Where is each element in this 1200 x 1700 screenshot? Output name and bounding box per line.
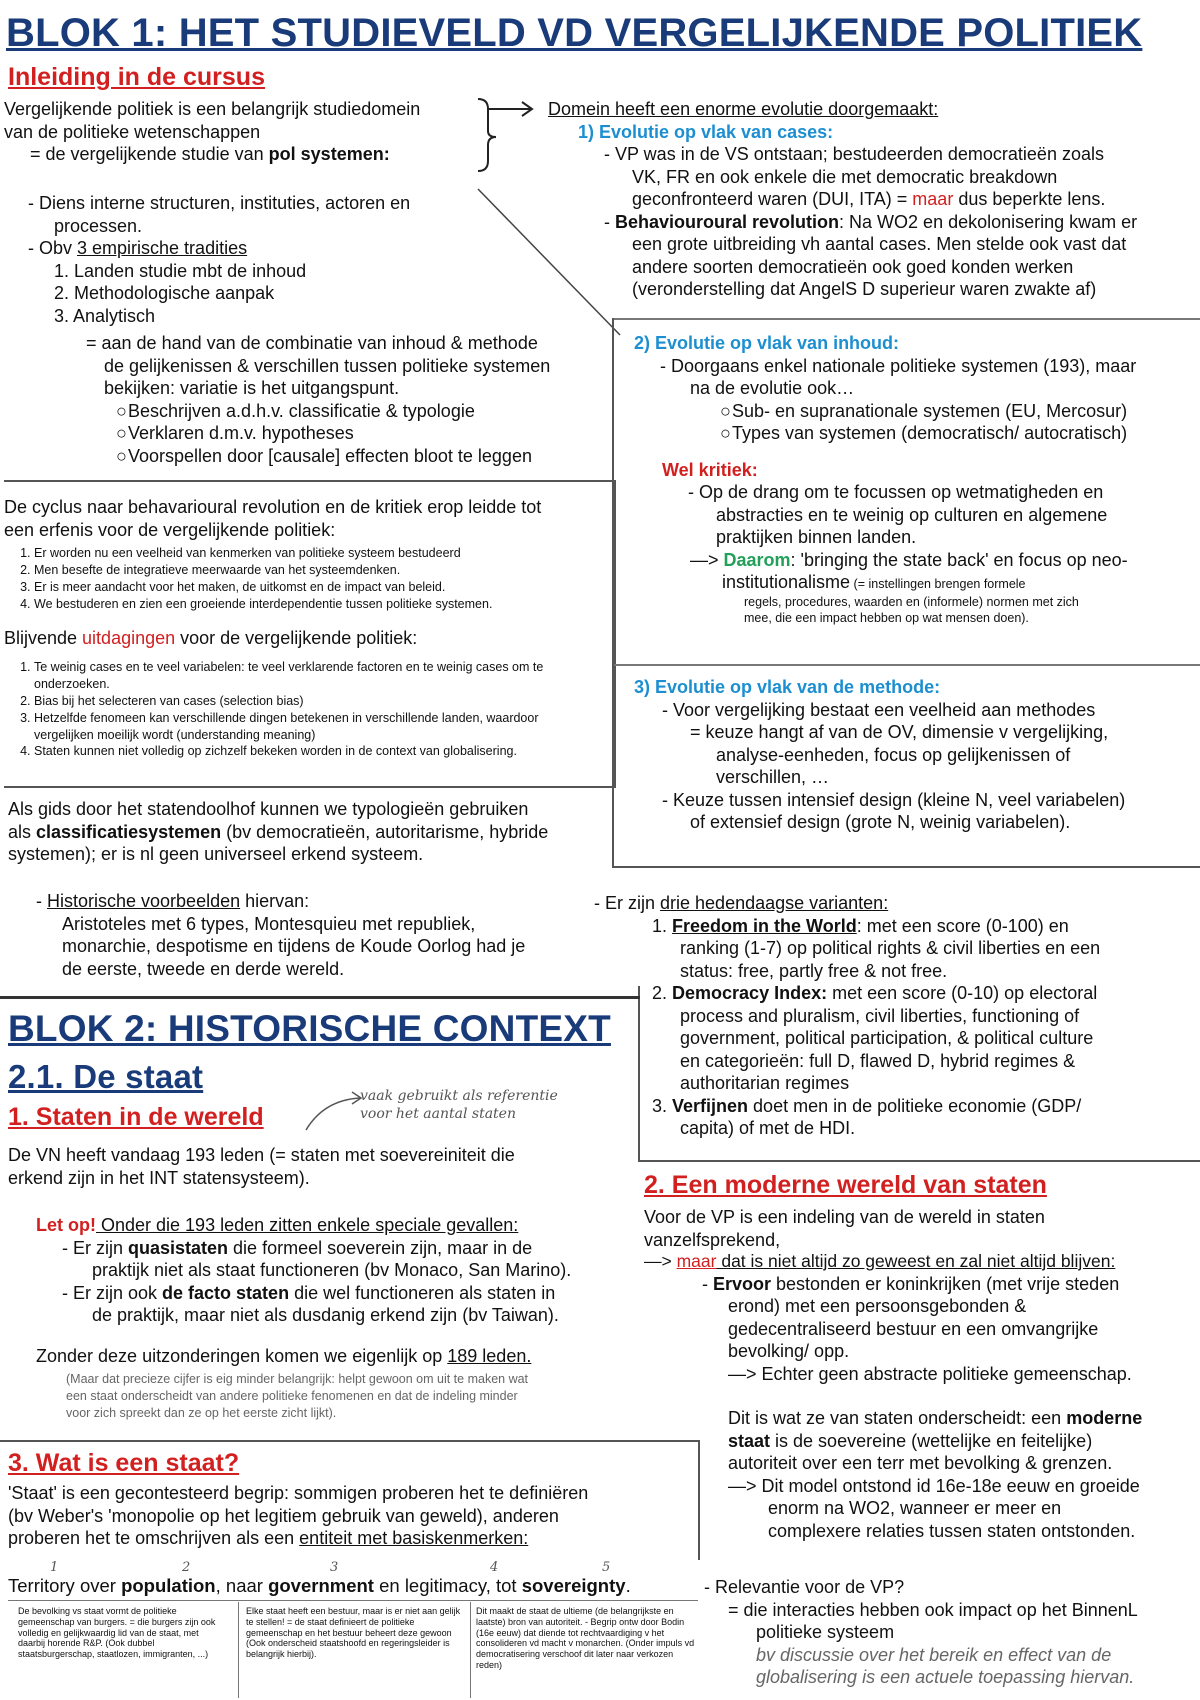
text-line: mee, die een impact hebben op wat mensen doen). bbox=[744, 611, 1029, 626]
text-line: —> Echter geen abstracte politieke gemeenschap. bbox=[728, 1363, 1132, 1384]
list-item: 3. Er is meer aandacht voor het maken, de uitkomst en de impact van beleid. bbox=[34, 579, 614, 596]
text-line: andere soorten democratieën ook goed konden werken bbox=[632, 256, 1074, 277]
note-line: vaak gebruikt als referentie bbox=[360, 1088, 558, 1104]
text-line: Voor de VP is een indeling van de wereld in staten bbox=[644, 1207, 1045, 1227]
text-line: 'Staat' is een gecontesteerd begrip: sommigen proberen het te definiëren bbox=[8, 1483, 589, 1503]
text-line: Dit is wat ze van staten onderscheidt: een moderne bbox=[728, 1408, 1143, 1429]
text-line: de praktijk, maar niet als dusdanig erkend zijn (bv Taiwan). bbox=[92, 1305, 559, 1325]
text-line: de eerste, tweede en derde wereld. bbox=[62, 958, 345, 979]
text-line: - Historische voorbeelden hiervan: bbox=[36, 891, 310, 911]
table-cell: Elke staat heeft een bestuur, maar is er niet aan gelijk te stellen! = de staat definieert de politieke gemeenschap en het bestuur beheert deze gewoon (Ook onderscheid staatshoofd en regeringsleider is belangrijk hierbij). bbox=[246, 1606, 461, 1660]
text-line: Als gids door het statendoolhof kunnen we typologieën gebruiken bbox=[8, 799, 529, 819]
text-line: of extensief design (grote N, weinig variabelen). bbox=[690, 812, 1071, 832]
text-line: Blijvende uitdagingen voor de vergelijkende politiek: bbox=[4, 627, 418, 648]
divider bbox=[0, 1440, 700, 1442]
evo3-block bbox=[634, 676, 1200, 834]
list-item: 4. We bestuderen en zien een groeiende interdependentie tussen politieke systemen. bbox=[34, 596, 614, 613]
diens-block bbox=[28, 192, 478, 327]
text-line: systemen); er is nl geen universeel erkend systeem. bbox=[8, 844, 424, 864]
list-item: ○Verklaren d.m.v. hypotheses bbox=[116, 423, 354, 443]
list-item: 3. Hetzelfde fenomeen kan verschillende dingen betekenen in verschillende landen, waardoor vergelijken moeilijk wordt (understanding meaning) bbox=[34, 710, 574, 744]
text-line: de gelijkenissen & verschillen tussen politieke systemen bbox=[104, 355, 551, 376]
text-line: globalisering is een actuele toepassing hiervan. bbox=[756, 1667, 1135, 1687]
list-item: 2. Democracy Index: met een score (0-10) op electoral bbox=[652, 983, 1098, 1003]
subsection-title: 2.1. De staat bbox=[8, 1058, 204, 1095]
list-item: 1. Freedom in the World: met een score (0-100) en bbox=[652, 915, 1069, 936]
note-line: voor het aantal staten bbox=[360, 1105, 516, 1122]
domein-block bbox=[548, 98, 1198, 301]
list-item: ○Beschrijven a.d.h.v. classificatie & typologie bbox=[116, 400, 475, 421]
text-line: - Er zijn ook de facto staten die wel functioneren als staten in bbox=[62, 1282, 556, 1303]
text-line: - Er zijn drie hedendaagse varianten: bbox=[594, 893, 889, 913]
divider bbox=[612, 664, 1200, 666]
text-line: en categorieën: full D, flawed D, hybrid regimes & bbox=[680, 1050, 1076, 1071]
text-line: - VP was in de VS ontstaan; bestudeerden democratieën zoals bbox=[604, 144, 1104, 164]
text-line: autoriteit over een terr met bevolking & grenzen. bbox=[728, 1453, 1113, 1474]
intro-line: van de politieke wetenschappen bbox=[4, 121, 261, 142]
table-cell: De bevolking vs staat vormt de politieke gemeenschap van burgers. = die burgers zijn ook volledig en gelijkwaardig lid van de staat, met daarbij horende R&P. (Ook dubbel staatsburgerschap, staatlozen, immigranten, ...) bbox=[18, 1606, 216, 1660]
section-heading: 3. Wat is een staat? bbox=[8, 1449, 240, 1477]
text-line: - Doorgaans enkel nationale politieke systemen (193), maar bbox=[660, 355, 1137, 376]
text-line: een erfenis voor de vergelijkende politiek: bbox=[4, 519, 336, 540]
text-line: gedecentraliseerd bestuur en een omvangrijke bbox=[728, 1318, 1099, 1339]
text-line: praktijk niet als staat functioneren (bv Monaco, San Marino). bbox=[92, 1260, 572, 1280]
list-item: 1. Er worden nu een veelheid van kenmerken van politieke systeem bestudeerd bbox=[34, 545, 614, 562]
text-line: analyse-eenheden, focus op gelijkenissen of bbox=[716, 744, 1071, 765]
divider bbox=[638, 1160, 1200, 1162]
text-line: erkend zijn in het INT statensysteem). bbox=[8, 1167, 310, 1188]
text-line: - Behaviouroural revolution: Na WO2 en dekolonisering kwam er bbox=[604, 211, 1138, 232]
note-number: 1 bbox=[50, 1560, 59, 1575]
evo2-block bbox=[634, 332, 1200, 627]
text-line: government, political participation, & political culture bbox=[680, 1028, 1094, 1048]
text-line: = die interacties hebben ook impact op het BinnenL bbox=[728, 1599, 1138, 1620]
text-line: regels, procedures, waarden en (informele) normen met zich bbox=[744, 594, 1079, 609]
text-line: —> maar dat is niet altijd zo geweest en zal niet altijd blijven: bbox=[644, 1251, 1116, 1271]
moderne-block bbox=[644, 1206, 1200, 1542]
section-heading: Wel kritiek: bbox=[662, 459, 758, 480]
divider bbox=[612, 318, 614, 866]
text-line: ranking (1-7) op political rights & civil liberties en een bbox=[680, 938, 1101, 958]
note-number: 5 bbox=[602, 1560, 611, 1575]
intro-block bbox=[4, 98, 474, 166]
list-item: 3. Verfijnen doet men in de politieke economie (GDP/ bbox=[652, 1095, 1082, 1116]
text-line: staat is de soevereine (wettelijke en feitelijke) bbox=[728, 1430, 1093, 1451]
note-line: (Maar dat precieze cijfer is eig minder belangrijk: helpt gewoon om uit te maken wat bbox=[66, 1372, 529, 1386]
table-cell: Dit maakt de staat de ultieme (de belangrijkste en laatste) bron van autoriteit. - Begrip ontw door Bodin (16e eeuw) dat diende tot rechtvaardiging v het consolideren vd macht v monarchen. (Onder impuls vd democratisering verschoof dit later naar verkozen reden) bbox=[476, 1606, 695, 1670]
intro-line: = de vergelijkende studie van pol systemen: bbox=[30, 144, 390, 164]
list-item: ○Voorspellen door [causale] effecten bloot te leggen bbox=[116, 445, 532, 466]
divider bbox=[614, 480, 616, 786]
cyclus-block bbox=[4, 496, 614, 760]
varianten-block bbox=[594, 892, 1200, 1140]
text-line: - Diens interne structuren, instituties, actoren en bbox=[28, 193, 411, 213]
list-item: 3. Analytisch bbox=[54, 305, 156, 326]
relevantie-block bbox=[704, 1576, 1200, 1689]
inleiding-heading: Inleiding in de cursus bbox=[8, 63, 265, 91]
blok1-title: BLOK 1: HET STUDIEVELD VD VERGELIJKENDE POLITIEK bbox=[6, 11, 1143, 55]
text-line: verschillen, … bbox=[716, 767, 830, 787]
divider bbox=[0, 996, 640, 999]
text-line: status: free, partly free & not free. bbox=[680, 960, 948, 981]
text-line: vanzelfsprekend, bbox=[644, 1229, 781, 1250]
text-line: (bv Weber's 'monopolie op het legitiem gebruik van geweld), anderen bbox=[8, 1505, 559, 1526]
staat-block bbox=[8, 1482, 688, 1550]
text-line: bv discussie over het bereik en effect van de bbox=[756, 1644, 1112, 1665]
section-heading: 1) Evolutie op vlak van cases: bbox=[578, 121, 834, 142]
text-line: - Relevantie voor de VP? bbox=[704, 1577, 905, 1597]
text-line: De VN heeft vandaag 193 leden (= staten met soevereiniteit die bbox=[8, 1145, 515, 1165]
text-line: = keuze hangt af van de OV, dimensie v vergelijking, bbox=[690, 722, 1109, 742]
divider bbox=[4, 786, 616, 788]
blok2-title: BLOK 2: HISTORISCHE CONTEXT bbox=[8, 1008, 611, 1049]
divider bbox=[4, 480, 616, 482]
territory-line: Territory over population, naar government en legitimacy, tot sovereignty. bbox=[8, 1575, 631, 1596]
divider bbox=[470, 1602, 471, 1698]
text-line: - Ervoor bestonden er koninkrijken (met vrije steden bbox=[702, 1273, 1120, 1294]
text-line: Aristoteles met 6 types, Montesquieu met republiek, bbox=[62, 913, 476, 934]
text-line: —> Dit model ontstond id 16e-18e eeuw en groeide bbox=[728, 1475, 1140, 1496]
section-heading: 3) Evolutie op vlak van de methode: bbox=[634, 677, 941, 697]
note-line: voor zich spreekt dan ze op het eerste zicht lijkt). bbox=[66, 1405, 337, 1420]
text-line: (veronderstelling dat AngelS D superieur waren zwakte af) bbox=[632, 279, 1097, 299]
list-item: 2. Methodologische aanpak bbox=[54, 283, 275, 303]
text-line: geconfronteerd waren (DUI, ITA) = maar dus beperkte lens. bbox=[632, 189, 1106, 209]
text-line: monarchie, despotisme en tijdens de Koude Oorlog had je bbox=[62, 936, 526, 956]
note-number: 4 bbox=[490, 1560, 499, 1575]
text-line: enorm na WO2, wanneer er meer en bbox=[768, 1498, 1062, 1519]
divider bbox=[638, 986, 640, 1162]
vn-block bbox=[8, 1144, 628, 1189]
handwritten-note bbox=[360, 1088, 558, 1123]
text-line: De cyclus naar behavarioural revolution en de kritiek erop leidde tot bbox=[4, 497, 542, 517]
text-line: praktijken binnen landen. bbox=[716, 527, 917, 547]
note-number: 3 bbox=[330, 1560, 339, 1575]
list-item: 2. Men besefte de integratieve meerwaarde van het systeemdenken. bbox=[34, 562, 614, 579]
text-line: processen. bbox=[54, 215, 143, 236]
divider bbox=[238, 1602, 239, 1698]
text-line: proberen het te omschrijven als een entiteit met basiskenmerken: bbox=[8, 1528, 529, 1548]
text-line: - Keuze tussen intensief design (kleine N, veel variabelen) bbox=[662, 789, 1126, 810]
text-line: = aan de hand van de combinatie van inhoud & methode bbox=[86, 333, 538, 353]
text-line: process and pluralism, civil liberties, functioning of bbox=[680, 1005, 1080, 1026]
note-number: 2 bbox=[182, 1560, 191, 1575]
intro-line: Vergelijkende politiek is een belangrijk studiedomein bbox=[4, 99, 421, 119]
text-line: bekijken: variatie is het uitgangspunt. bbox=[104, 378, 400, 398]
list-item: ○Sub- en supranationale systemen (EU, Mercosur) bbox=[720, 400, 1128, 421]
text-line: - Obv 3 empirische tradities bbox=[28, 238, 248, 258]
text-line: na de evolutie ook… bbox=[690, 378, 855, 398]
divider bbox=[612, 866, 1200, 868]
section-heading: 2) Evolutie op vlak van inhoud: bbox=[634, 333, 900, 353]
bracket-arrow-icon bbox=[470, 95, 545, 175]
text-line: Domein heeft een enorme evolutie doorgemaakt: bbox=[548, 99, 939, 119]
uitdagingen-list bbox=[4, 659, 614, 760]
text-line: bevolking/ opp. bbox=[728, 1341, 850, 1362]
divider bbox=[8, 1600, 698, 1601]
text-line: complexere relaties tussen staten ontstonden. bbox=[768, 1520, 1136, 1541]
note-line: een staat onderscheidt van andere politieke fenomenen en dat de indeling minder bbox=[66, 1388, 518, 1403]
erfenis-list bbox=[4, 545, 614, 613]
text-line: - Voor vergelijking bestaat een veelheid aan methodes bbox=[662, 699, 1096, 720]
text-line: erond) met een persoonsgebonden & bbox=[728, 1296, 1027, 1317]
text-line: —> Daarom: 'bringing the state back' en focus op neo- bbox=[690, 549, 1128, 570]
text-line: abstracties en te weinig op culturen en algemene bbox=[716, 504, 1108, 525]
list-item: 1. Te weinig cases en te veel variabelen: te veel verklarende factoren en te weinig cases om te onderzoeken. bbox=[34, 659, 574, 693]
text-line: politieke systeem bbox=[756, 1622, 895, 1642]
text-line: - Op de drang om te focussen op wetmatigheden en bbox=[688, 482, 1104, 502]
list-item: 1. Landen studie mbt de inhoud bbox=[54, 260, 307, 281]
text-line: een grote uitbreiding vh aantal cases. Men stelde ook vast dat bbox=[632, 234, 1127, 254]
list-item: 2. Bias bij het selecteren van cases (selection bias) bbox=[34, 693, 574, 710]
list-item: 4. Staten kunnen niet volledig op zichzelf bekeken worden in de context van globalisering. bbox=[34, 743, 574, 760]
text-line: als classificatiesystemen (bv democratieën, autoritarisme, hybride bbox=[8, 821, 549, 842]
text-line: VK, FR en ook enkele die met democratic breakdown bbox=[632, 166, 1058, 187]
list-item: ○Types van systemen (democratisch/ autocratisch) bbox=[720, 423, 1128, 443]
section-heading: 2. Een moderne wereld van staten bbox=[644, 1171, 1047, 1199]
text-line: Zonder deze uitzonderingen komen we eigenlijk op 189 leden. bbox=[36, 1345, 532, 1366]
divider bbox=[612, 318, 1200, 320]
text-line: authoritarian regimes bbox=[680, 1073, 850, 1093]
analyt-block bbox=[86, 332, 606, 467]
text-line: - Er zijn quasistaten die formeel soeverein zijn, maar in de bbox=[62, 1237, 533, 1258]
text-line: institutionalisme (= instellingen brengen formele bbox=[722, 572, 1026, 592]
parenthetical-note bbox=[36, 1371, 636, 1422]
gids-block bbox=[8, 798, 618, 866]
hist-block bbox=[36, 890, 606, 980]
letop-block bbox=[36, 1214, 636, 1422]
text-line: Let op! Onder die 193 leden zitten enkele speciale gevallen: bbox=[36, 1215, 519, 1235]
text-line: capita) of met de HDI. bbox=[680, 1118, 856, 1138]
section-heading: 1. Staten in de wereld bbox=[8, 1103, 264, 1131]
